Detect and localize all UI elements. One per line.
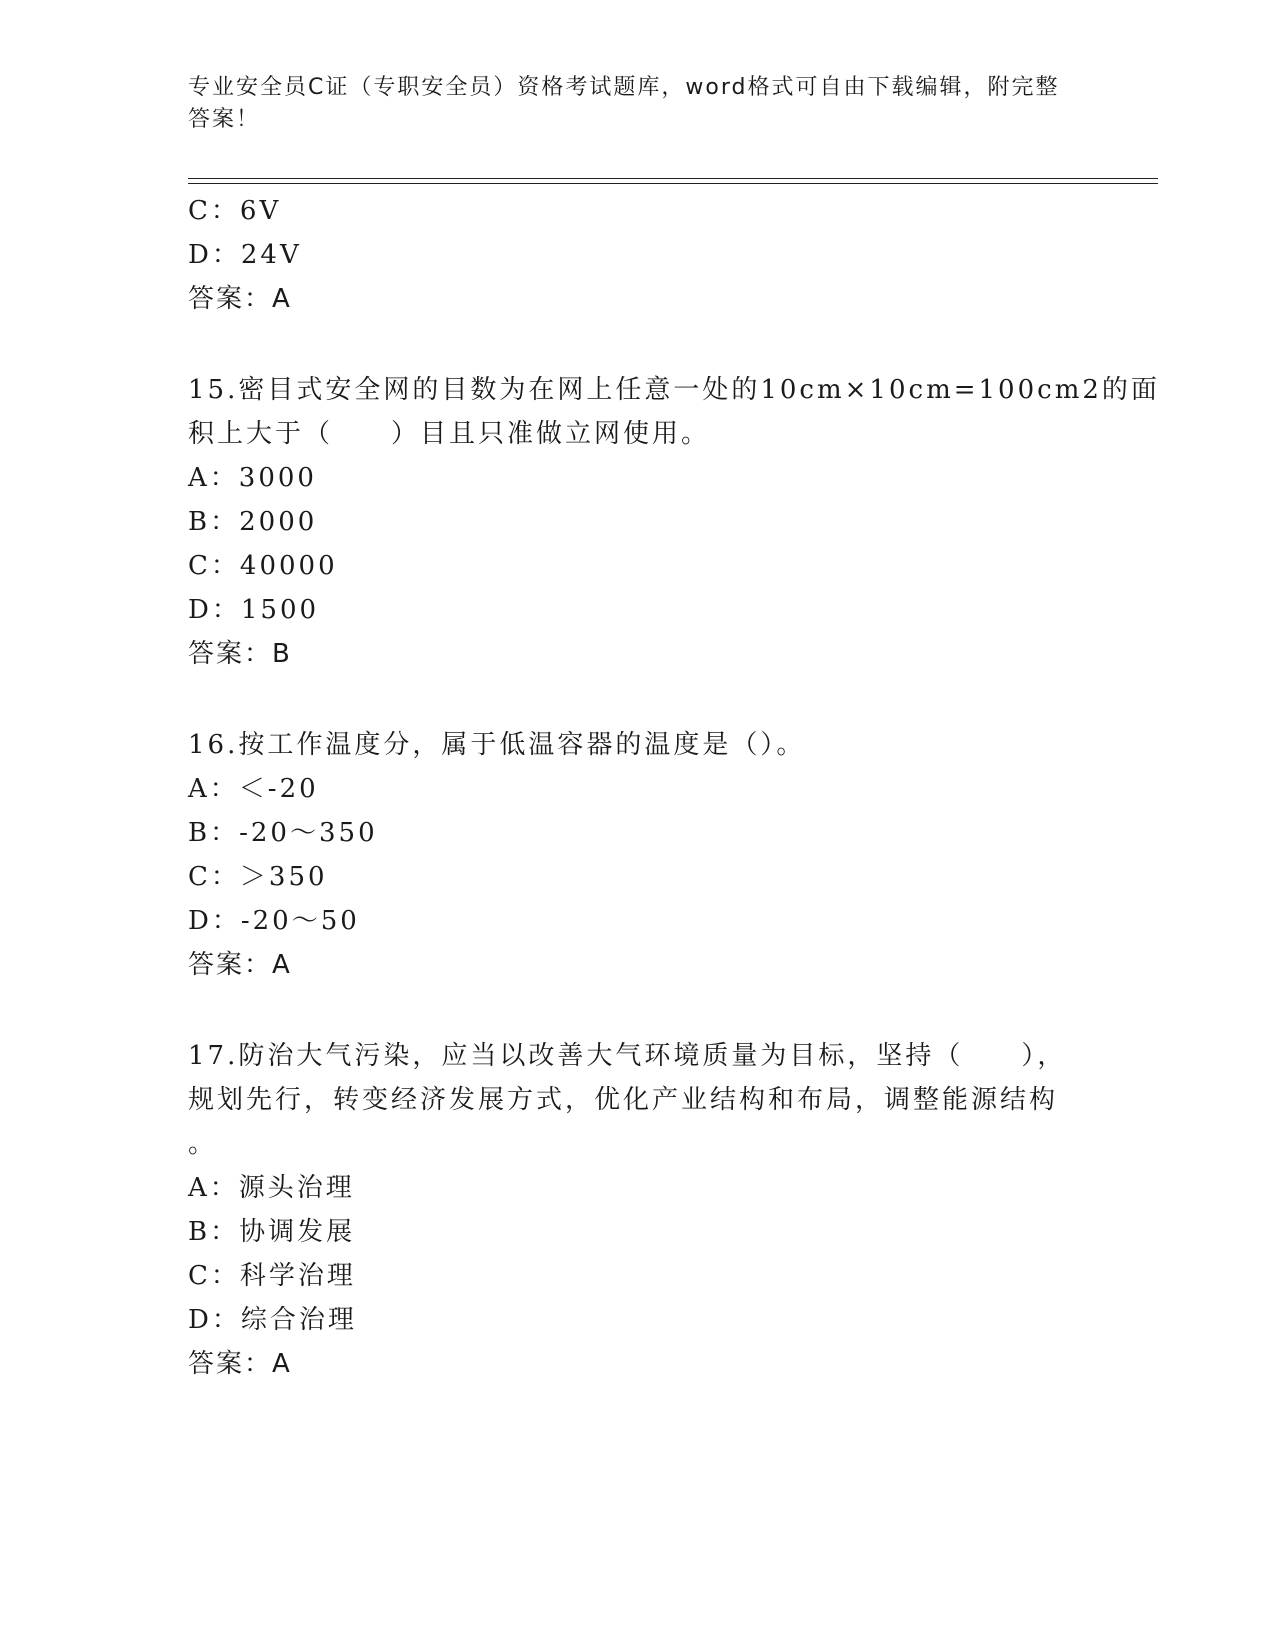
question-16-option-d: [188, 905, 360, 937]
question-17-text-line-1: 17.防治大气污染，应当以改善大气环境质量为目标，坚持（ ），: [188, 1041, 1067, 1071]
option-text: 科学治理: [239, 1261, 356, 1291]
option-text: -20～50: [240, 906, 360, 936]
option-d: [188, 239, 302, 271]
option-text: 40000: [239, 551, 338, 581]
option-text: 6V: [239, 196, 282, 226]
question-17-option-c: [188, 1260, 356, 1292]
question-17-option-a: [188, 1172, 355, 1204]
option-text: 3000: [238, 463, 317, 493]
question-15-option-d: [188, 594, 319, 626]
option-text: 协调发展: [239, 1217, 356, 1247]
option-key: B：: [188, 1217, 240, 1247]
option-key: A：: [188, 1173, 239, 1203]
option-text: 源头治理: [238, 1173, 355, 1203]
question-17-option-b: [188, 1216, 355, 1248]
question-15-text-line-2: 积上大于（ ）目且只准做立网使用。: [188, 419, 711, 449]
header-divider-top: [188, 178, 1158, 179]
option-text: -20～350: [239, 818, 378, 848]
question-15-text-line-1: 15.密目式安全网的目数为在网上任意一处的10cm×10cm=100cm2的面: [188, 375, 1160, 405]
question-16-option-b: [188, 817, 378, 849]
option-key: D：: [188, 595, 241, 625]
question-16-text: 16.按工作温度分，属于低温容器的温度是（）。: [188, 730, 806, 760]
option-key: C：: [188, 196, 240, 226]
question-15-answer: 答案：B: [188, 639, 292, 669]
option-key: D：: [188, 906, 241, 936]
question-16-option-c: [188, 861, 328, 893]
question-16-answer: 答案：A: [188, 950, 292, 980]
option-key: C：: [188, 1261, 240, 1291]
option-text: 24V: [240, 240, 302, 270]
option-c: [188, 195, 281, 227]
question-17-text-line-3: 。: [188, 1129, 218, 1159]
option-key: D：: [188, 240, 241, 270]
question-15-option-a: [188, 462, 317, 494]
option-text: ＜-20: [238, 774, 319, 804]
document-header: 专业安全员C证（专职安全员）资格考试题库，word格式可自由下载编辑，附完整答案！: [188, 75, 1060, 132]
option-text: ＞350: [239, 862, 328, 892]
option-text: 1500: [240, 595, 320, 625]
question-16-option-a: [188, 773, 319, 805]
header-divider-bottom: [188, 183, 1158, 184]
question-17-text-line-2: 规划先行，转变经济发展方式，优化产业结构和布局，调整能源结构: [188, 1085, 1059, 1115]
option-text: 综合治理: [240, 1305, 357, 1335]
option-key: D：: [188, 1305, 241, 1335]
option-key: B：: [188, 818, 240, 848]
option-key: A：: [188, 463, 239, 493]
option-text: 2000: [239, 507, 318, 537]
question-15-option-c: [188, 550, 338, 582]
option-key: C：: [188, 862, 240, 892]
answer-line: 答案：A: [188, 284, 292, 314]
option-key: C：: [188, 551, 240, 581]
question-17-answer: 答案：A: [188, 1349, 292, 1379]
option-key: B：: [188, 507, 240, 537]
option-key: A：: [188, 774, 239, 804]
question-15-option-b: [188, 506, 317, 538]
question-17-option-d: [188, 1304, 357, 1336]
